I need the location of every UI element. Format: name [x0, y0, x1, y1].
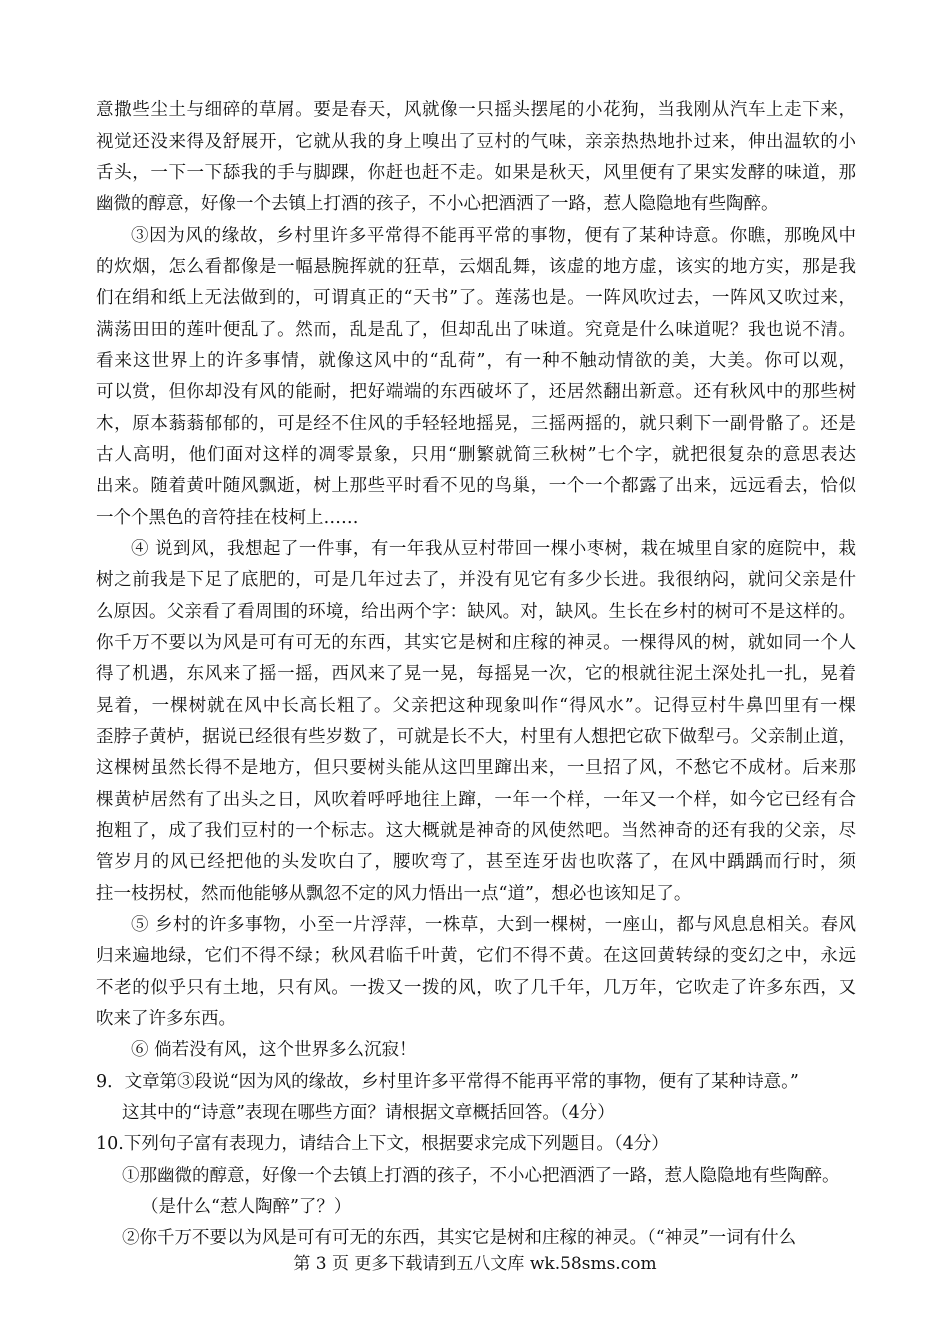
text-line: 你千万不要以为风是可有可无的东西，其实它是树和庄稼的神灵。一棵得风的树，就如同一个人 — [96, 633, 856, 653]
text-line: 棵黄栌居然有了出头之日，风吹着呼呼地往上蹿，一年一个样，一年又一个样，如今它已经有合 — [96, 790, 856, 810]
text-line: 晃着，一棵树就在风中长高长粗了。父亲把这种现象叫作“得风水”。记得豆村牛鼻凹里有一棵 — [96, 696, 856, 716]
page-footer: 第 3 页 更多下载请到五八文库 wk.58sms.com — [293, 1254, 657, 1274]
paragraph-3-first-line: ③因为风的缘故，乡村里许多平常得不能再平常的事物，便有了某种诗意。你瞧，那晚风中 — [131, 226, 856, 246]
text-line: 一个个黑色的音符挂在枝柯上…… — [96, 508, 359, 528]
text-line: 可以赏，但你却没有风的能耐，把好端端的东西破坏了，还居然翻出新意。还有秋风中的那些树 — [96, 382, 856, 402]
text-line: 吹来了许多东西。 — [96, 1009, 236, 1029]
text-line: 抱粗了，成了我们豆村的一个标志。这大概就是神奇的风使然吧。当然神奇的还有我的父亲，尽 — [96, 821, 856, 841]
text-line: 舌头，一下一下舔我的手与脚踝，你赶也赶不走。如果是秋天，风里便有了果实发酵的味道，那 — [96, 163, 856, 183]
text-line: 满荡田田的莲叶便乱了。然而，乱是乱了，但却乱出了味道。究竟是什么味道呢？我也说不清。 — [96, 320, 856, 340]
text-line: 得了机遇，东风来了摇一摇，西风来了晃一晃，每摇晃一次，它的根就往泥土深处扎一扎，晃着 — [96, 664, 856, 684]
paragraph-5-first-line: ⑤ 乡村的许多事物，小至一片浮萍，一株草，大到一棵树，一座山，都与风息息相关。春风 — [131, 915, 856, 935]
question-10-item-2: ②你千万不要以为风是可有可无的东西，其实它是树和庄稼的神灵。（“神灵”一词有什么 — [122, 1228, 797, 1248]
paragraph-6-line: ⑥ 倘若没有风，这个世界多么沉寂！ — [131, 1040, 417, 1060]
text-line: 树之前我是下足了底肥的，可是几年过去了，并没有见它有多少长进。我很纳闷，就问父亲是什 — [96, 570, 856, 590]
text-line: 看来这世界上的许多事情，就像这风中的“乱荷”，有一种不触动情欲的美，大美。你可以观， — [96, 351, 856, 371]
text-line: 归来遍地绿，它们不得不绿；秋风君临千叶黄，它们不得不黄。在这回黄转绿的变幻之中，永远 — [96, 946, 856, 966]
text-line: 视觉还没来得及舒展开，它就从我的身上嗅出了豆村的气味，亲亲热热地扑过来，伸出温软的小 — [96, 132, 856, 152]
question-9-continued: 这其中的“诗意”表现在哪些方面？请根据文章概括回答。（4分） — [122, 1103, 615, 1123]
text-line: 的炊烟，怎么看都像是一幅悬腕挥就的狂草，云烟乱舞，该虚的地方虚，该实的地方实，那是我 — [96, 257, 856, 277]
text-line: 意撒些尘土与细碎的草屑。要是春天，风就像一只摇头摆尾的小花狗，当我刚从汽车上走下来， — [96, 100, 856, 120]
question-9: 9．文章第③段说“因为风的缘故，乡村里许多平常得不能再平常的事物，便有了某种诗意。” — [96, 1072, 799, 1092]
text-line: 不老的似乎只有土地，只有风。一拨又一拨的风，吹了几千年，几万年，它吹走了许多东西，又 — [96, 978, 856, 998]
question-10-item-1-prompt: （是什么“惹人陶醉”了？） — [141, 1197, 352, 1217]
text-line: 这棵树虽然长得不是地方，但只要树头能从这凹里蹿出来，一旦招了风，不愁它不成材。后来那 — [96, 758, 856, 778]
text-line: 歪脖子黄栌，据说已经很有些岁数了，可就是长不大，村里有人想把它砍下做犁弓。父亲制止道， — [96, 727, 856, 747]
text-line: 幽微的醇意，好像一个去镇上打酒的孩子，不小心把酒洒了一路，惹人隐隐地有些陶醉。 — [96, 194, 779, 214]
text-line: 古人高明，他们面对这样的凋零景象，只用“删繁就简三秋树”七个字，就把很复杂的意思表达 — [96, 445, 856, 465]
question-10-item-1: ①那幽微的醇意，好像一个去镇上打酒的孩子，不小心把酒洒了一路，惹人隐隐地有些陶醉。 — [122, 1166, 840, 1186]
text-line: 们在绢和纸上无法做到的，可谓真正的“天书”了。莲荡也是。一阵风吹过去，一阵风又吹过来， — [96, 288, 856, 308]
text-line: 么原因。父亲看了看周围的环境，给出两个字：缺风。对，缺风。生长在乡村的树可不是这样的。 — [96, 602, 856, 622]
text-line: 出来。随着黄叶随风飘逝，树上那些平时看不见的鸟巢，一个一个都露了出来，远远看去，恰似 — [96, 476, 856, 496]
text-line: 管岁月的风已经把他的头发吹白了，腰吹弯了，甚至连牙齿也吹落了，在风中踽踽而行时，须 — [96, 852, 856, 872]
paragraph-4-first-line: ④ 说到风，我想起了一件事，有一年我从豆村带回一棵小枣树，栽在城里自家的庭院中，栽 — [131, 539, 856, 559]
text-line: 拄一枝拐杖，然而他能够从飘忽不定的风力悟出一点“道”，想必也该知足了。 — [96, 884, 692, 904]
text-line: 木，原本蓊蓊郁郁的，可是经不住风的手轻轻地摇晃，三摇两摇的，就只剩下一副骨骼了。还是 — [96, 414, 856, 434]
question-10: 10.下列句子富有表现力，请结合上下文，根据要求完成下列题目。（4分） — [96, 1134, 669, 1154]
